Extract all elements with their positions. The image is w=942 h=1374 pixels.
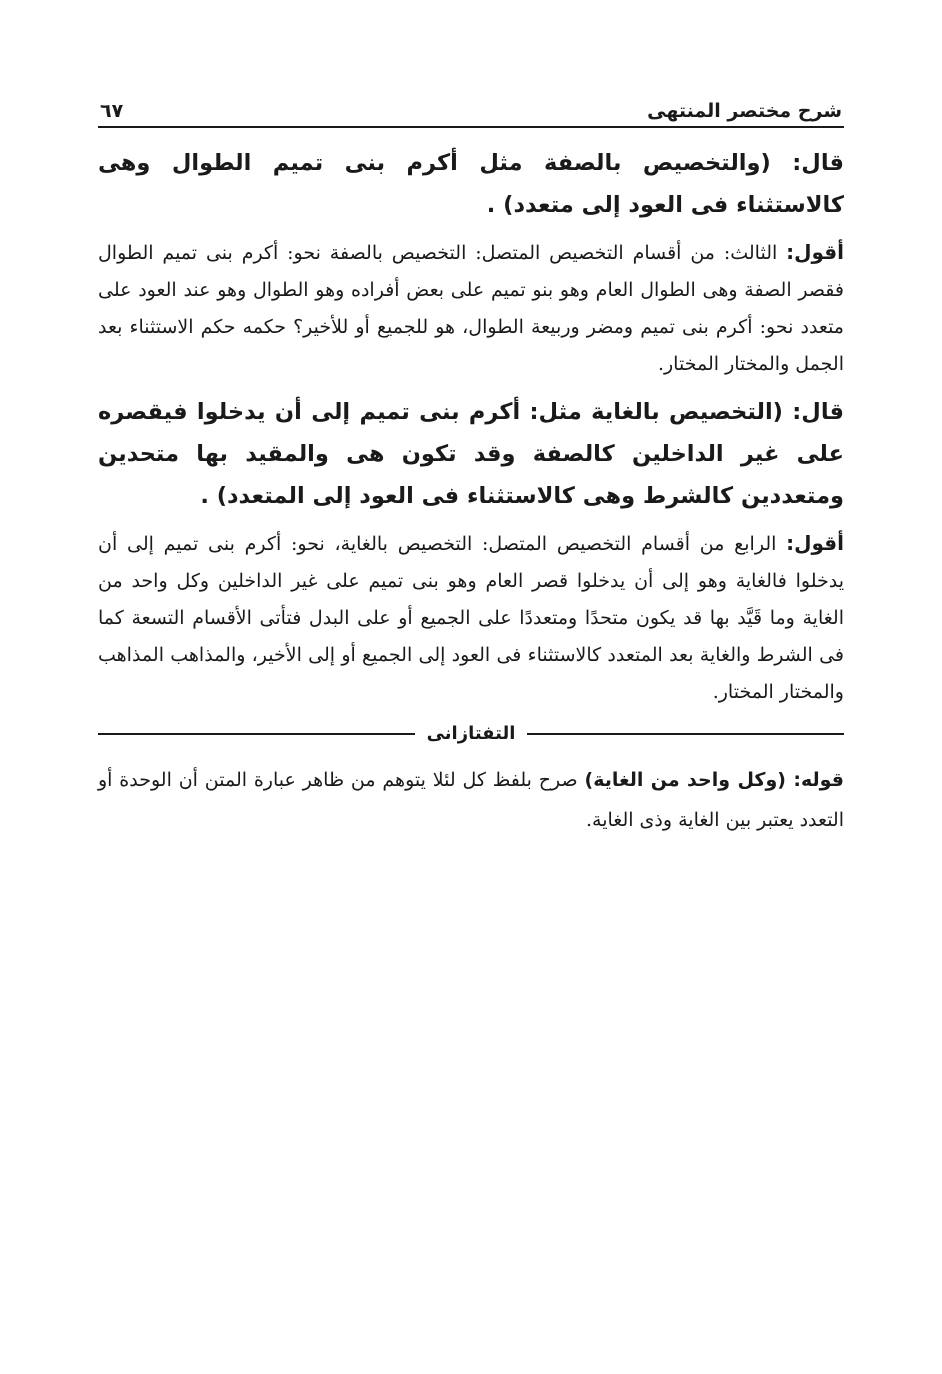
commentary-paragraph: [98, 525, 844, 711]
running-title: شرح مختصر المنتهى: [647, 100, 842, 122]
paragraph-text: (التخصيص بالغاية مثل: أكرم بنى تميم إلى أن يدخلوا فيقصره على غير الداخلين كالصفة وقد تكون هى والمقيد بها متحدين ومتعددين كالشرط وهى كالاستثناء فى العود إلى المتعدد) .: [98, 399, 844, 509]
text-paragraph: [98, 391, 844, 517]
running-head: [98, 88, 844, 128]
gloss-paragraph: [98, 760, 844, 840]
paragraph-lead: قال:: [792, 150, 844, 176]
paragraph-lead: أقول:: [786, 531, 844, 555]
main-text: [98, 142, 844, 711]
gloss-text: صرح بلفظ كل لئلا يتوهم من ظاهر عبارة المتن أن الوحدة أو التعدد يعتبر بين الغاية وذى الغاية.: [98, 769, 844, 831]
divider-rule-right: [527, 733, 844, 735]
text-paragraph: [98, 142, 844, 226]
book-page: [98, 88, 844, 840]
divider-label: التفتازانى: [426, 723, 516, 744]
divider-rule-left: [98, 733, 415, 735]
commentary-paragraph: [98, 234, 844, 383]
section-divider: [98, 723, 844, 744]
paragraph-text: الرابع من أقسام التخصيص المتصل: التخصيص بالغاية، نحو: أكرم بنى تميم إلى أن يدخلوا فالغاية وهو إلى أن يدخلوا قصر العام وهو بنى تميم على غير الداخلين وكل واحد من الغاية وما قَيَّد بها قد يكون متحدًا ومتعددًا على الجميع أو على البدل فتأتى الأقسام التسعة كما فى الشرط والغاية بعد المتعدد كالاستثناء فى العود إلى الجميع أو إلى الأخير، والمذاهب المذاهب والمختار المختار.: [98, 533, 844, 703]
paragraph-lead: أقول:: [786, 240, 844, 264]
paragraph-text: الثالث: من أقسام التخصيص المتصل: التخصيص بالصفة نحو: أكرم بنى تميم الطوال فقصر الصفة وهى الطوال العام وهو بنو تميم على بعض أفراده وهو الطوال وهو عند العود على متعدد نحو: أكرم بنى تميم ومضر وربيعة الطوال، هو للجميع أو للأخير؟ حكمه حكم الاستثناء بعد الجمل والمختار المختار.: [98, 242, 844, 375]
paragraph-lead: قال:: [792, 399, 844, 425]
page-number: ٦٧: [100, 100, 124, 122]
paragraph-text: (والتخصيص بالصفة مثل أكرم بنى تميم الطوال وهى كالاستثناء فى العود إلى متعدد) .: [98, 150, 844, 218]
gloss-lead: قوله:: [793, 769, 844, 791]
gloss-quote: (وكل واحد من الغاية): [584, 769, 794, 791]
